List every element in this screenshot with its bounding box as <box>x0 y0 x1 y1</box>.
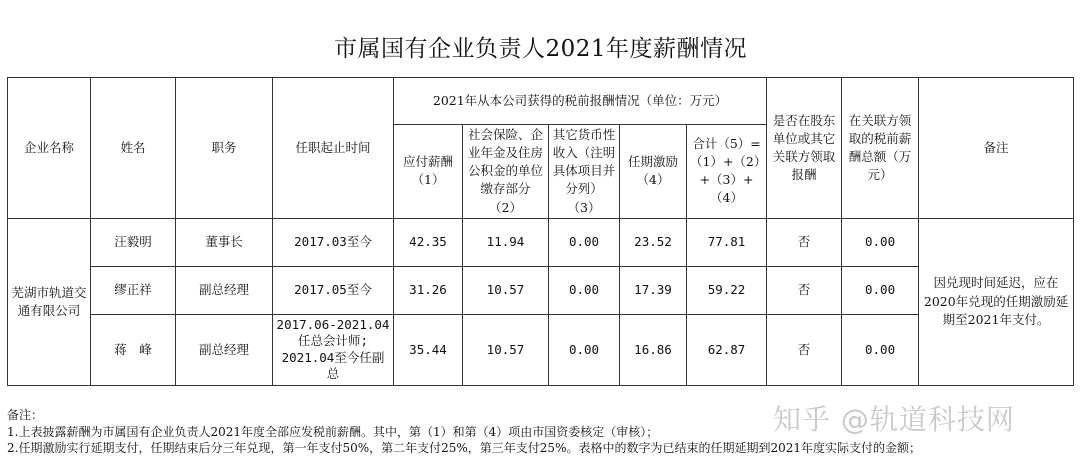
header-name: 姓名 <box>91 78 176 219</box>
remark-cell: 因兑现时间延迟，应在 2020年兑现的任期激励延 期至2021年支付。 <box>919 218 1074 385</box>
page-title: 市属国有企业负责人2021年度薪酬情况 <box>333 36 748 62</box>
name-cell: 汪毅明 <box>91 218 176 266</box>
position-cell: 董事长 <box>176 218 273 266</box>
tenure-cell: 2017.06-2021.04 任总会计师; 2021.04至今任副 总 <box>273 314 394 385</box>
header-payable: 应付薪酬 （1） <box>394 125 463 219</box>
watermark: 知乎 @轨道科技网 <box>773 403 1015 436</box>
total-cell: 62.87 <box>687 314 767 385</box>
tenure-cell: 2017.05至今 <box>273 266 394 314</box>
header-related-amount: 在关联方领 取的税前薪 酬总额（万 元） <box>842 78 919 219</box>
table-row <box>8 314 1074 385</box>
related-amount-cell: 0.00 <box>842 218 919 266</box>
other-cell: 0.00 <box>549 266 620 314</box>
tenure-cell: 2017.03至今 <box>273 218 394 266</box>
table-row <box>8 266 1074 314</box>
payable-cell: 42.35 <box>394 218 463 266</box>
notes-heading: 备注： <box>7 408 44 422</box>
header-row <box>8 78 1074 125</box>
note-line-1: 1.上表披露薪酬为市属国有企业负责人2021年度全部应发税前薪酬。其中，第（1）和第（4）项由市国资委核定（审核）； <box>7 424 659 439</box>
name-cell: 蒋 峰 <box>91 314 176 385</box>
social-cell: 10.57 <box>463 266 549 314</box>
payable-cell: 31.26 <box>394 266 463 314</box>
social-cell: 11.94 <box>463 218 549 266</box>
header-other-income: 其它货币性 收入（注明 具体项目并 分列） （3） <box>549 125 620 219</box>
header-tenure: 任职起止时间 <box>273 78 394 219</box>
header-position: 职务 <box>176 78 273 219</box>
header-social: 社会保险、企 业年金及住房 公积金的单位 缴存部分 （2） <box>463 125 549 219</box>
incentive-cell: 23.52 <box>620 218 687 266</box>
incentive-cell: 16.86 <box>620 314 687 385</box>
name-cell: 缪正祥 <box>91 266 176 314</box>
header-salary-group: 2021年从本公司获得的税前报酬情况（单位：万元） <box>394 78 767 125</box>
other-cell: 0.00 <box>549 314 620 385</box>
company-cell: 芜湖市轨道交 通有限公司 <box>8 218 91 385</box>
note-line-2: 2.任期激励实行延期支付，任期结束后分三年兑现，第一年支付50%，第二年支付25%，第三年支付25%。表格中的数字为已结束的任期延期到2021年度实际支付的金额； <box>7 441 922 455</box>
related-amount-cell: 0.00 <box>842 314 919 385</box>
total-cell: 77.81 <box>687 218 767 266</box>
incentive-cell: 17.39 <box>620 266 687 314</box>
position-cell: 副总经理 <box>176 266 273 314</box>
header-total: 合计（5）= （1）+（2） +（3）+ （4） <box>687 125 767 219</box>
header-company: 企业名称 <box>8 78 91 219</box>
header-remark: 备注 <box>919 78 1074 219</box>
total-cell: 59.22 <box>687 266 767 314</box>
header-incentive: 任期激励 （4） <box>620 125 687 219</box>
salary-table <box>7 77 1074 386</box>
related-amount-cell: 0.00 <box>842 266 919 314</box>
social-cell: 10.57 <box>463 314 549 385</box>
header-related-party: 是否在股东 单位或其它 关联方领取 报酬 <box>767 78 842 219</box>
payable-cell: 35.44 <box>394 314 463 385</box>
position-cell: 副总经理 <box>176 314 273 385</box>
table-row <box>8 218 1074 266</box>
related-cell: 否 <box>767 218 842 266</box>
related-cell: 否 <box>767 314 842 385</box>
related-cell: 否 <box>767 266 842 314</box>
other-cell: 0.00 <box>549 218 620 266</box>
